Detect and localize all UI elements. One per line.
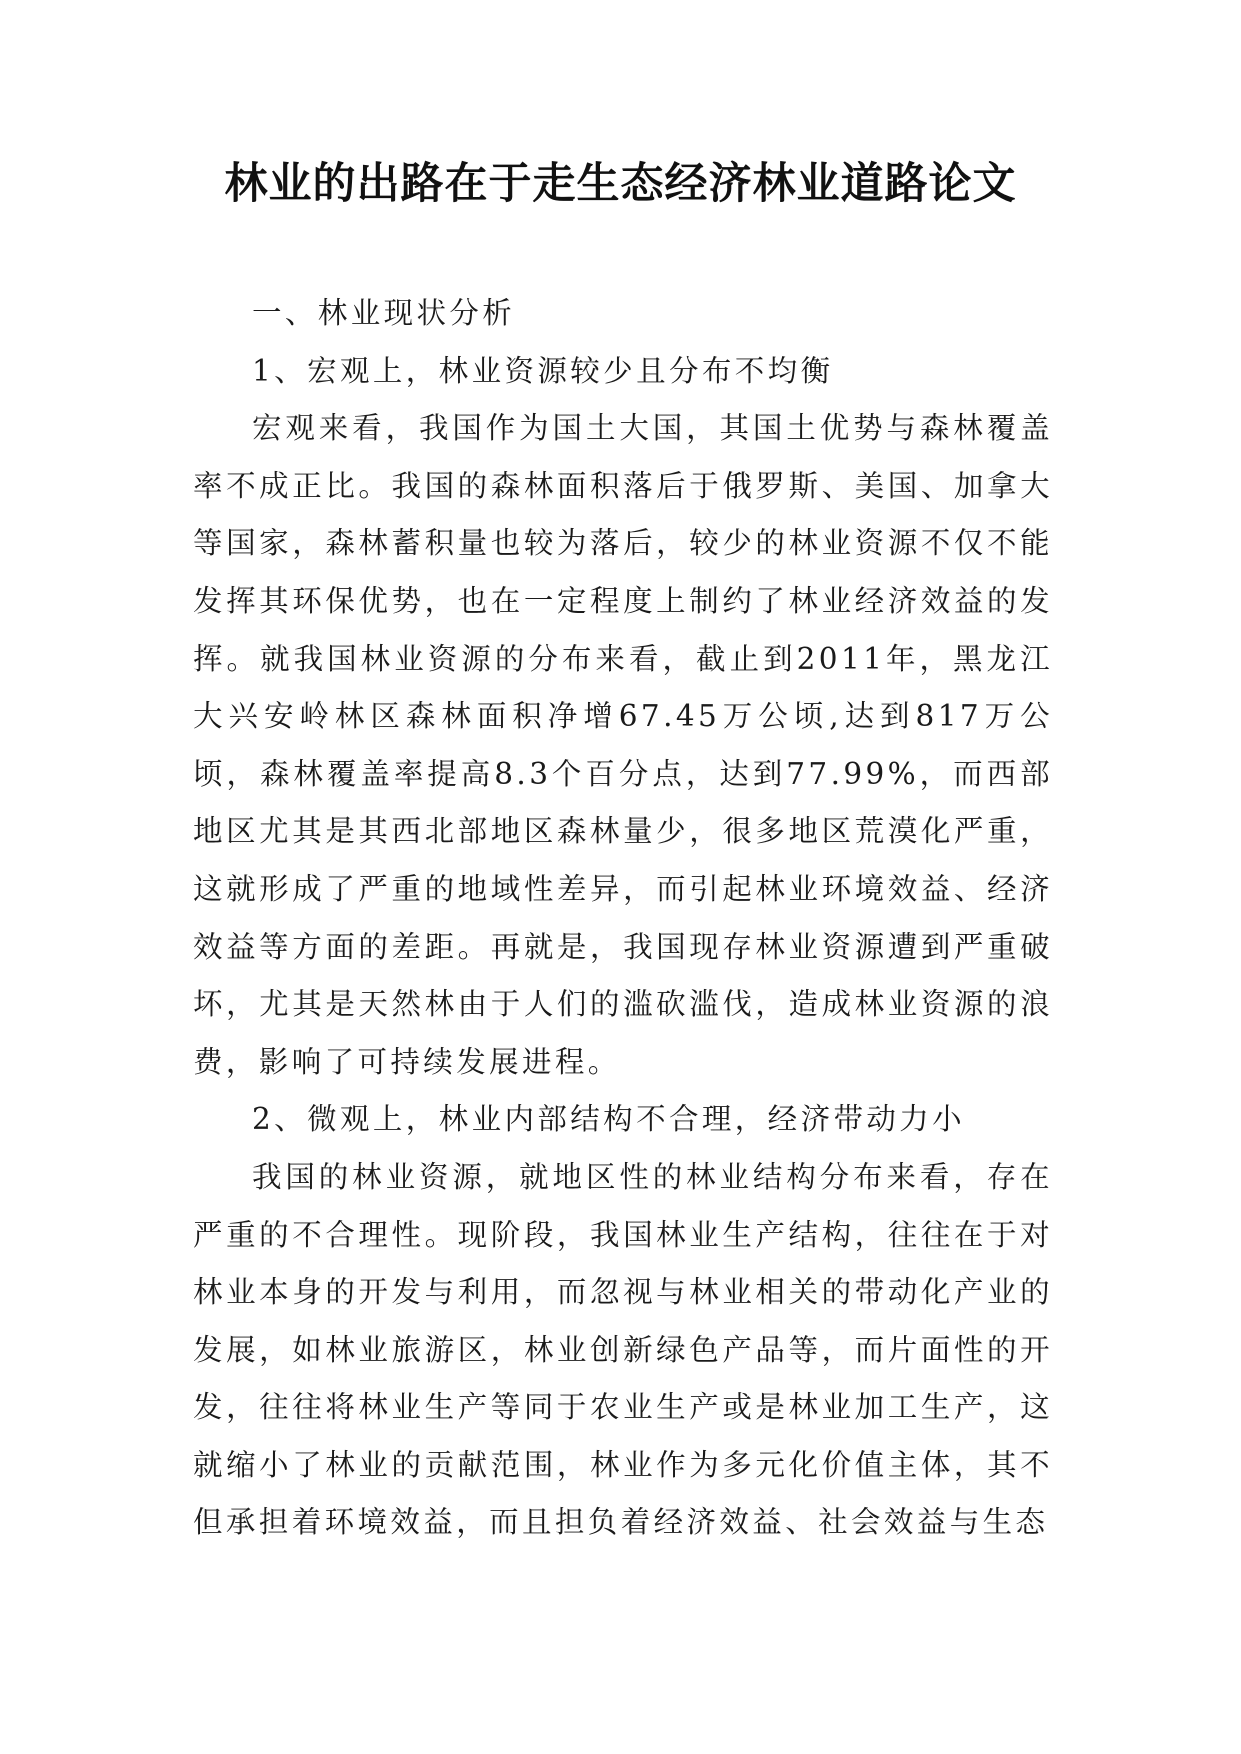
body-paragraph: 宏观来看，我国作为国土大国，其国土优势与森林覆盖率不成正比。我国的森林面积落后于俄罗斯、美国、加拿大等国家，森林蓄积量也较为落后，较少的林业资源不仅不能发挥其环保优势，也在一定程度上制约了林业经济效益的发挥。就我国林业资源的分布来看，截止到2011年，黑龙江大兴安岭林区森林面积净增67.45万公顷,达到817万公顷，森林覆盖率提高8.3个百分点，达到77.99%，而西部地区尤其是其西北部地区森林量少，很多地区荒漠化严重，这就形成了严重的地域性差异，而引起林业环境效益、经济效益等方面的差距。再就是，我国现存林业资源遭到严重破坏，尤其是天然林由于人们的滥砍滥伐，造成林业资源的浪费，影响了可持续发展进程。 xyxy=(193,411,1053,1079)
document-title: 林业的出路在于走生态经济林业道路论文 xyxy=(224,159,1017,209)
document-body xyxy=(193,285,1053,1552)
subsection-heading: 1、宏观上，林业资源较少且分布不均衡 xyxy=(252,353,834,388)
body-paragraph: 我国的林业资源，就地区性的林业结构分布来看，存在严重的不合理性。现阶段，我国林业生产结构，往往在于对林业本身的开发与利用，而忽视与林业相关的带动化产业的发展，如林业旅游区，林业创新绿色产品等，而片面性的开发，往往将林业生产等同于农业生产或是林业加工生产，这就缩小了林业的贡献范围，林业作为多元化价值主体，其不但承担着环境效益，而且担负着经济效益、社会效益与生态 xyxy=(193,1159,1053,1540)
subsection-heading: 2、微观上，林业内部结构不合理，经济带动力小 xyxy=(252,1102,966,1137)
section-heading: 一、林业现状分析 xyxy=(252,296,516,330)
